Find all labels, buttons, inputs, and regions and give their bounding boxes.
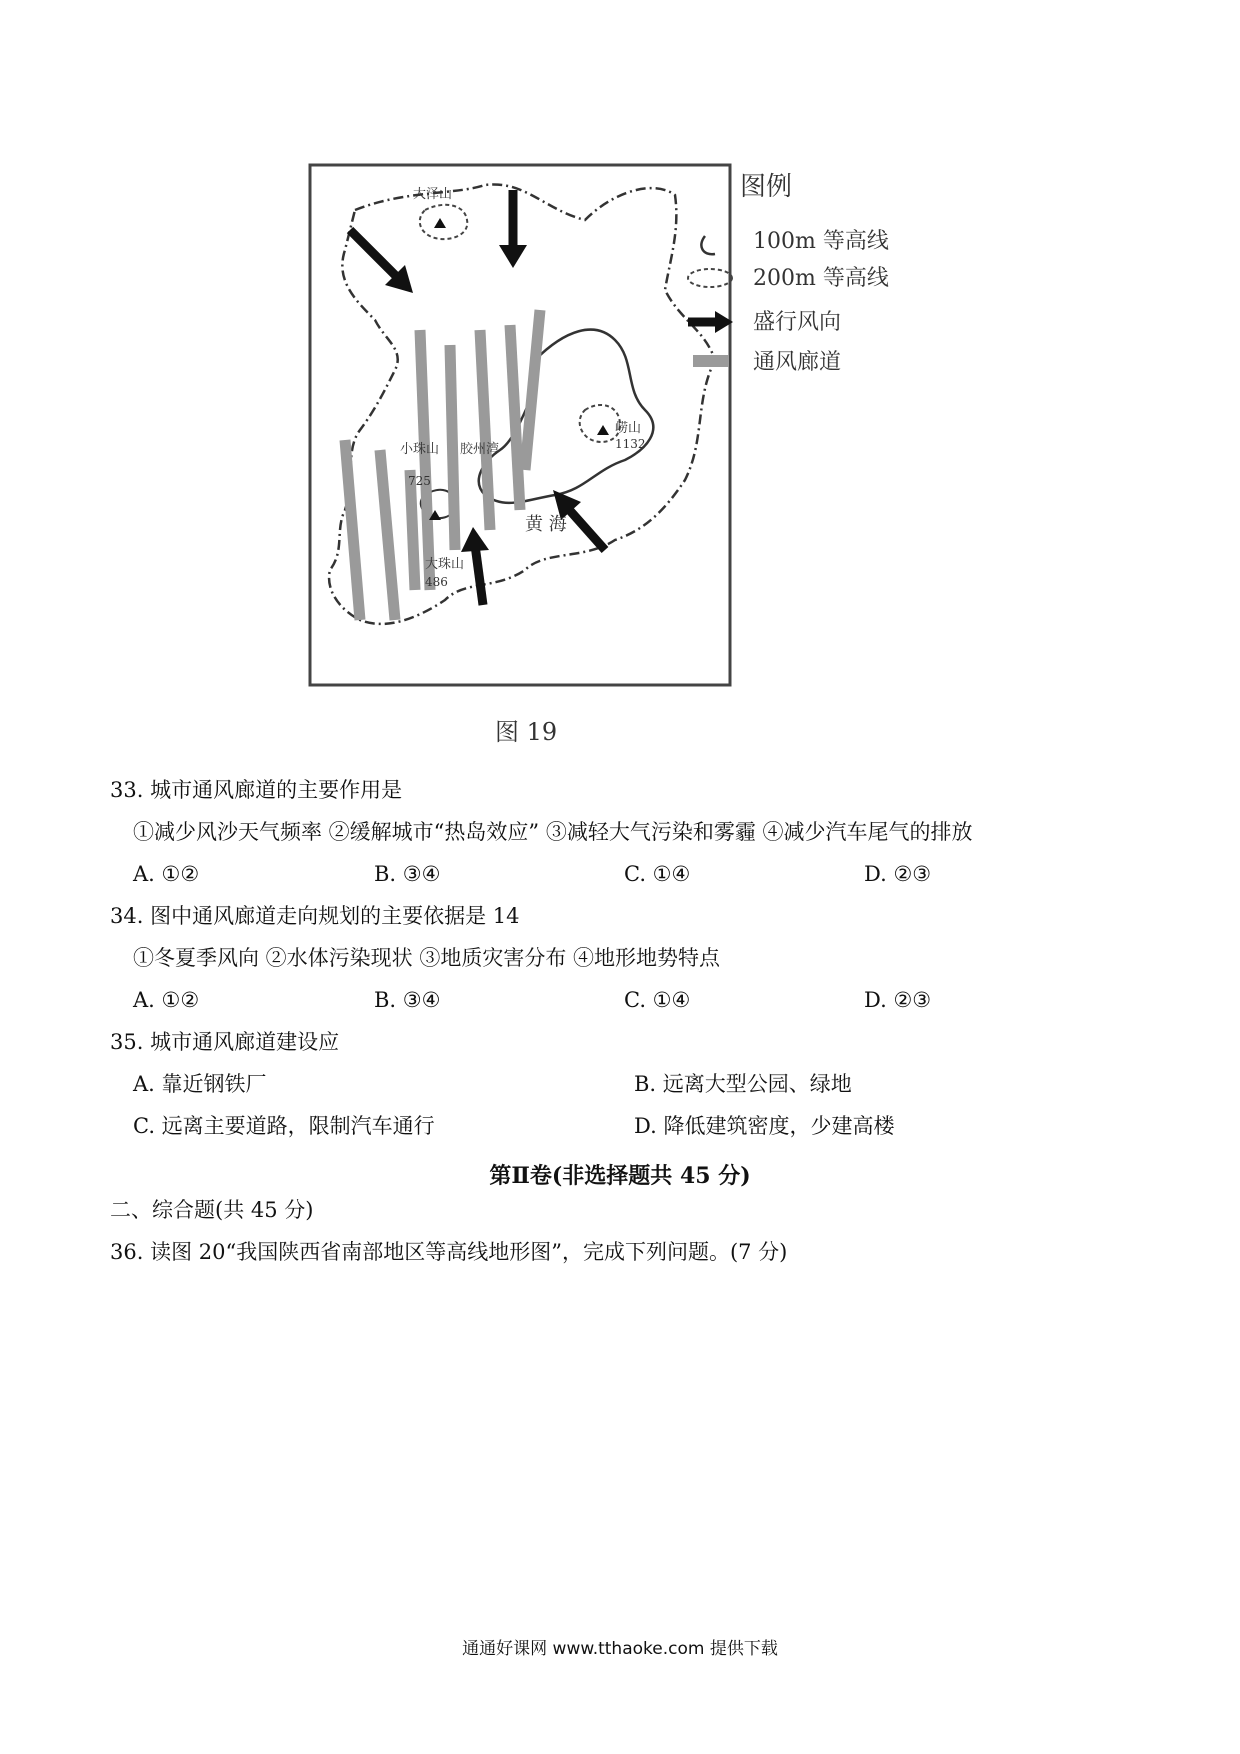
legend-label-wind: 盛行风向 [753, 310, 842, 335]
question-33-option-a[interactable]: A. ①② [133, 862, 200, 886]
question-33-option-c[interactable]: C. ①④ [624, 862, 691, 886]
corridor [410, 470, 415, 590]
question-34-stem: 34. 图中通风廊道走向规划的主要依据是 14 [110, 904, 520, 928]
question-35-option-b[interactable]: B. 远离大型公园、绿地 [634, 1072, 852, 1096]
section-title: 第Ⅱ卷(非选择题共 45 分) [489, 1163, 751, 1189]
legend-label-corridor: 通风廊道 [753, 350, 842, 375]
label-laoshan-elev: 1132 [615, 437, 646, 451]
question-33-stem: 33. 城市通风廊道的主要作用是 [110, 778, 403, 802]
question-35-option-a[interactable]: A. 靠近钢铁厂 [133, 1072, 267, 1096]
label-sea: 黄 海 [525, 514, 567, 535]
corridor [450, 345, 455, 550]
question-35-option-c[interactable]: C. 远离主要道路，限制汽车通行 [133, 1114, 435, 1138]
legend-label-200m: 200m 等高线 [753, 266, 889, 291]
label-dazhushan-elev: 486 [425, 575, 448, 589]
legend-label-100m: 100m 等高线 [753, 229, 889, 254]
question-34-option-b[interactable]: B. ③④ [374, 988, 441, 1012]
label-dazeshan: 大泽山 [413, 187, 453, 202]
label-xiaozhushan-elev: 725 [408, 474, 431, 488]
label-dazhushan: 大珠山 [425, 557, 465, 572]
part-heading: 二、综合题(共 45 分) [110, 1198, 314, 1222]
label-xiaozhushan: 小珠山 [400, 442, 440, 457]
label-bay: 胶州湾 [460, 442, 500, 457]
corridor-bar-icon [693, 355, 729, 367]
figure-caption: 图 19 [495, 718, 558, 746]
question-34-option-d[interactable]: D. ②③ [864, 988, 932, 1012]
question-34-option-a[interactable]: A. ①② [133, 988, 200, 1012]
legend-title: 图例 [740, 172, 793, 202]
question-34-statements: ①冬夏季风向 ②水体污染现状 ③地质灾害分布 ④地形地势特点 [133, 946, 721, 970]
ventilation-corridor-map [285, 150, 1005, 762]
figure-19 [285, 150, 1005, 762]
question-33-statements: ①减少风沙天气频率 ②缓解城市“热岛效应” ③减轻大气污染和雾霾 ④减少汽车尾气的排放 [133, 820, 973, 844]
page-footer: 通通好课网 www.tthaoke.com 提供下载 [462, 1639, 778, 1659]
question-33-option-d[interactable]: D. ②③ [864, 862, 932, 886]
question-35-stem: 35. 城市通风廊道建设应 [110, 1030, 340, 1054]
label-laoshan: 崂山 [615, 421, 642, 436]
question-33-option-b[interactable]: B. ③④ [374, 862, 441, 886]
question-35-option-d[interactable]: D. 降低建筑密度，少建高楼 [634, 1114, 895, 1138]
question-34-option-c[interactable]: C. ①④ [624, 988, 691, 1012]
question-36-stem: 36. 读图 20“我国陕西省南部地区等高线地形图”，完成下列问题。(7 分) [110, 1240, 788, 1264]
